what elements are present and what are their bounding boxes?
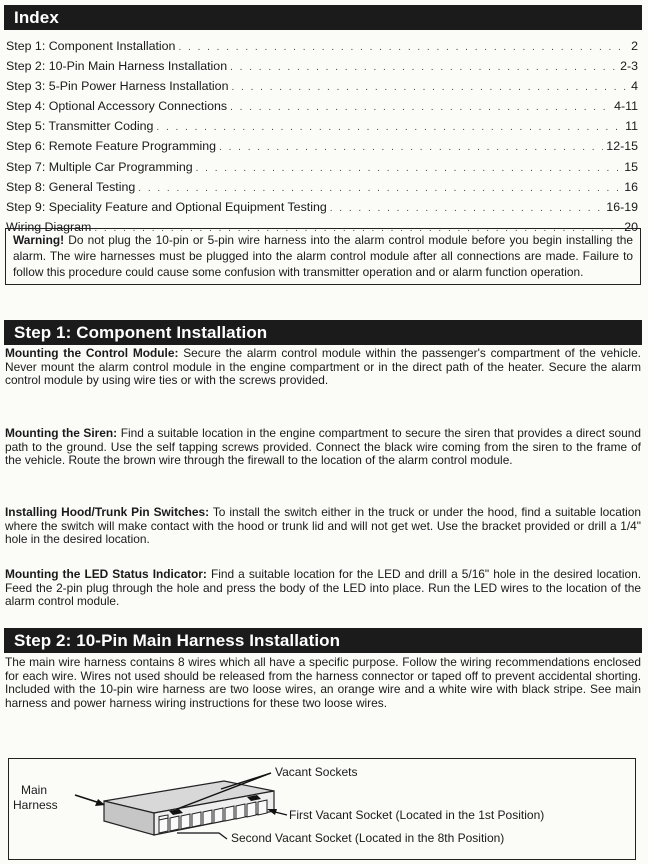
step1-para-control-module [5,347,641,388]
index-leader-dots [231,79,628,97]
index-leader-dots [219,139,603,157]
step2-text: The main wire harness contains 8 wires which all have a specific purpose. Follow the wiring recommendations enclosed for each wire. Wires not used should be released from the harness connector or taped off to prevent accidental shorting. Included with the 10-pin wire harness are two loose wires, an orange wire and a white wire with black stripe. See main harness and power harness wiring instructions for these two loose wires. [5,655,641,710]
index-entry-title: Step 5: Transmitter Coding [6,119,154,134]
step1-heading-bar [4,320,642,345]
index-entry-title: Step 4: Optional Accessory Connections [6,99,228,114]
index-entry-page: 16 [624,179,638,194]
para-lead: Installing Hood/Trunk Pin Switches: [5,505,210,519]
index-entry [6,178,638,198]
index-leader-dots [196,160,622,178]
index-entry-page: 16-19 [606,199,638,214]
index-entry [6,137,638,157]
main-harness-label-line1: Main [21,783,48,797]
warning-label: Warning! [13,233,65,247]
index-list [6,37,638,238]
index-entry-page: 2-3 [620,59,638,74]
warning-box [5,228,641,285]
index-entry [6,158,638,178]
index-leader-dots [230,99,611,117]
first-vacant-socket-label: First Vacant Socket (Located in the 1st Position) [289,808,545,822]
index-leader-dots [138,180,621,198]
index-entry [6,77,638,97]
index-entry-page: 4-11 [614,99,638,114]
index-entry-page: 12-15 [606,139,638,154]
index-entry-title: Step 3: 5-Pin Power Harness Installation [6,79,229,94]
step2-heading: Step 2: 10-Pin Main Harness Installation [14,631,341,650]
warning-text: Do not plug the 10-pin or 5-pin wire harness into the alarm control module before you begin installing the alarm. The wire harnesses must be plugged into the alarm control module after all connections are made. Failure to follow this procedure could cause some confusion with transmitter operation and or alarm function operation. [13,233,633,280]
index-entry-title: Step 1: Component Installation [6,39,176,53]
vacant-sockets-label: Vacant Sockets [275,765,358,779]
step1-heading: Step 1: Component Installation [14,323,268,342]
index-entry-title: Wiring Diagram [6,219,92,234]
step1-para-led [5,568,641,609]
second-vacant-socket-label: Second Vacant Socket (Located in the 8th Position) [231,831,505,845]
para-text: To install the switch either in the truck or under the hood, find a suitable location where the switch will make contact with the hood or trunk lid and will not get wet. Use the bracket provided or drill a 1/4" hole in the desired location. [5,505,641,547]
index-entry-page: 2 [631,39,638,53]
index-entry [6,57,638,77]
index-entry-title: Step 2: 10-Pin Main Harness Installation [6,59,228,74]
para-lead: Mounting the LED Status Indicator: [5,567,207,581]
index-entry-page: 20 [624,219,638,234]
para-text: Secure the alarm control module within the passenger's compartment of the vehicle. Never mount the alarm control module in the engine compartment or in the direct path of the heater. Secure the alarm control module by using wire ties or with the screws provided. [5,346,641,388]
index-entry-page: 15 [624,159,638,174]
step2-paragraph [5,656,641,710]
index-leader-dots [330,200,604,218]
index-entry [6,198,638,218]
index-leader-dots [156,119,622,137]
index-leader-dots [178,39,628,57]
index-heading: Index [14,8,59,27]
step2-heading-bar [4,628,642,653]
para-lead: Mounting the Siren: [5,426,118,440]
index-entry-title: Step 7: Multiple Car Programming [6,159,193,174]
index-entry-page: 4 [631,79,638,94]
para-text: Find a suitable location in the engine compartment to secure the siren that provides a direct sound path to the ground. Use the self tapping screws provided. Connect the black wire coming from the siren to the frame of the vehicle. Route the brown wire through the firewall to the location of the alarm control module. [5,426,641,468]
index-entry-title: Step 8: General Testing [6,179,136,194]
para-text: Find a suitable location for the LED and drill a 5/16" hole in the desired location. Feed the 2-pin plug through the hole and press the body of the LED into place. Run the LED wires to the location of the alarm control module. [5,567,642,609]
index-leader-dots [230,59,617,77]
index-entry-page: 11 [625,119,638,134]
index-entry-title: Step 9: Speciality Feature and Optional Equipment Testing [6,199,327,214]
step1-para-siren [5,427,641,468]
main-harness-label-line2: Harness [13,798,58,812]
para-lead: Mounting the Control Module: [5,346,179,360]
index-entry [6,37,638,57]
index-entry [6,117,638,137]
index-entry [6,97,638,117]
harness-diagram [8,758,636,860]
step1-para-pin-switches [5,506,641,547]
index-entry-title: Step 6: Remote Feature Programming [6,139,217,154]
index-heading-bar [4,5,642,30]
